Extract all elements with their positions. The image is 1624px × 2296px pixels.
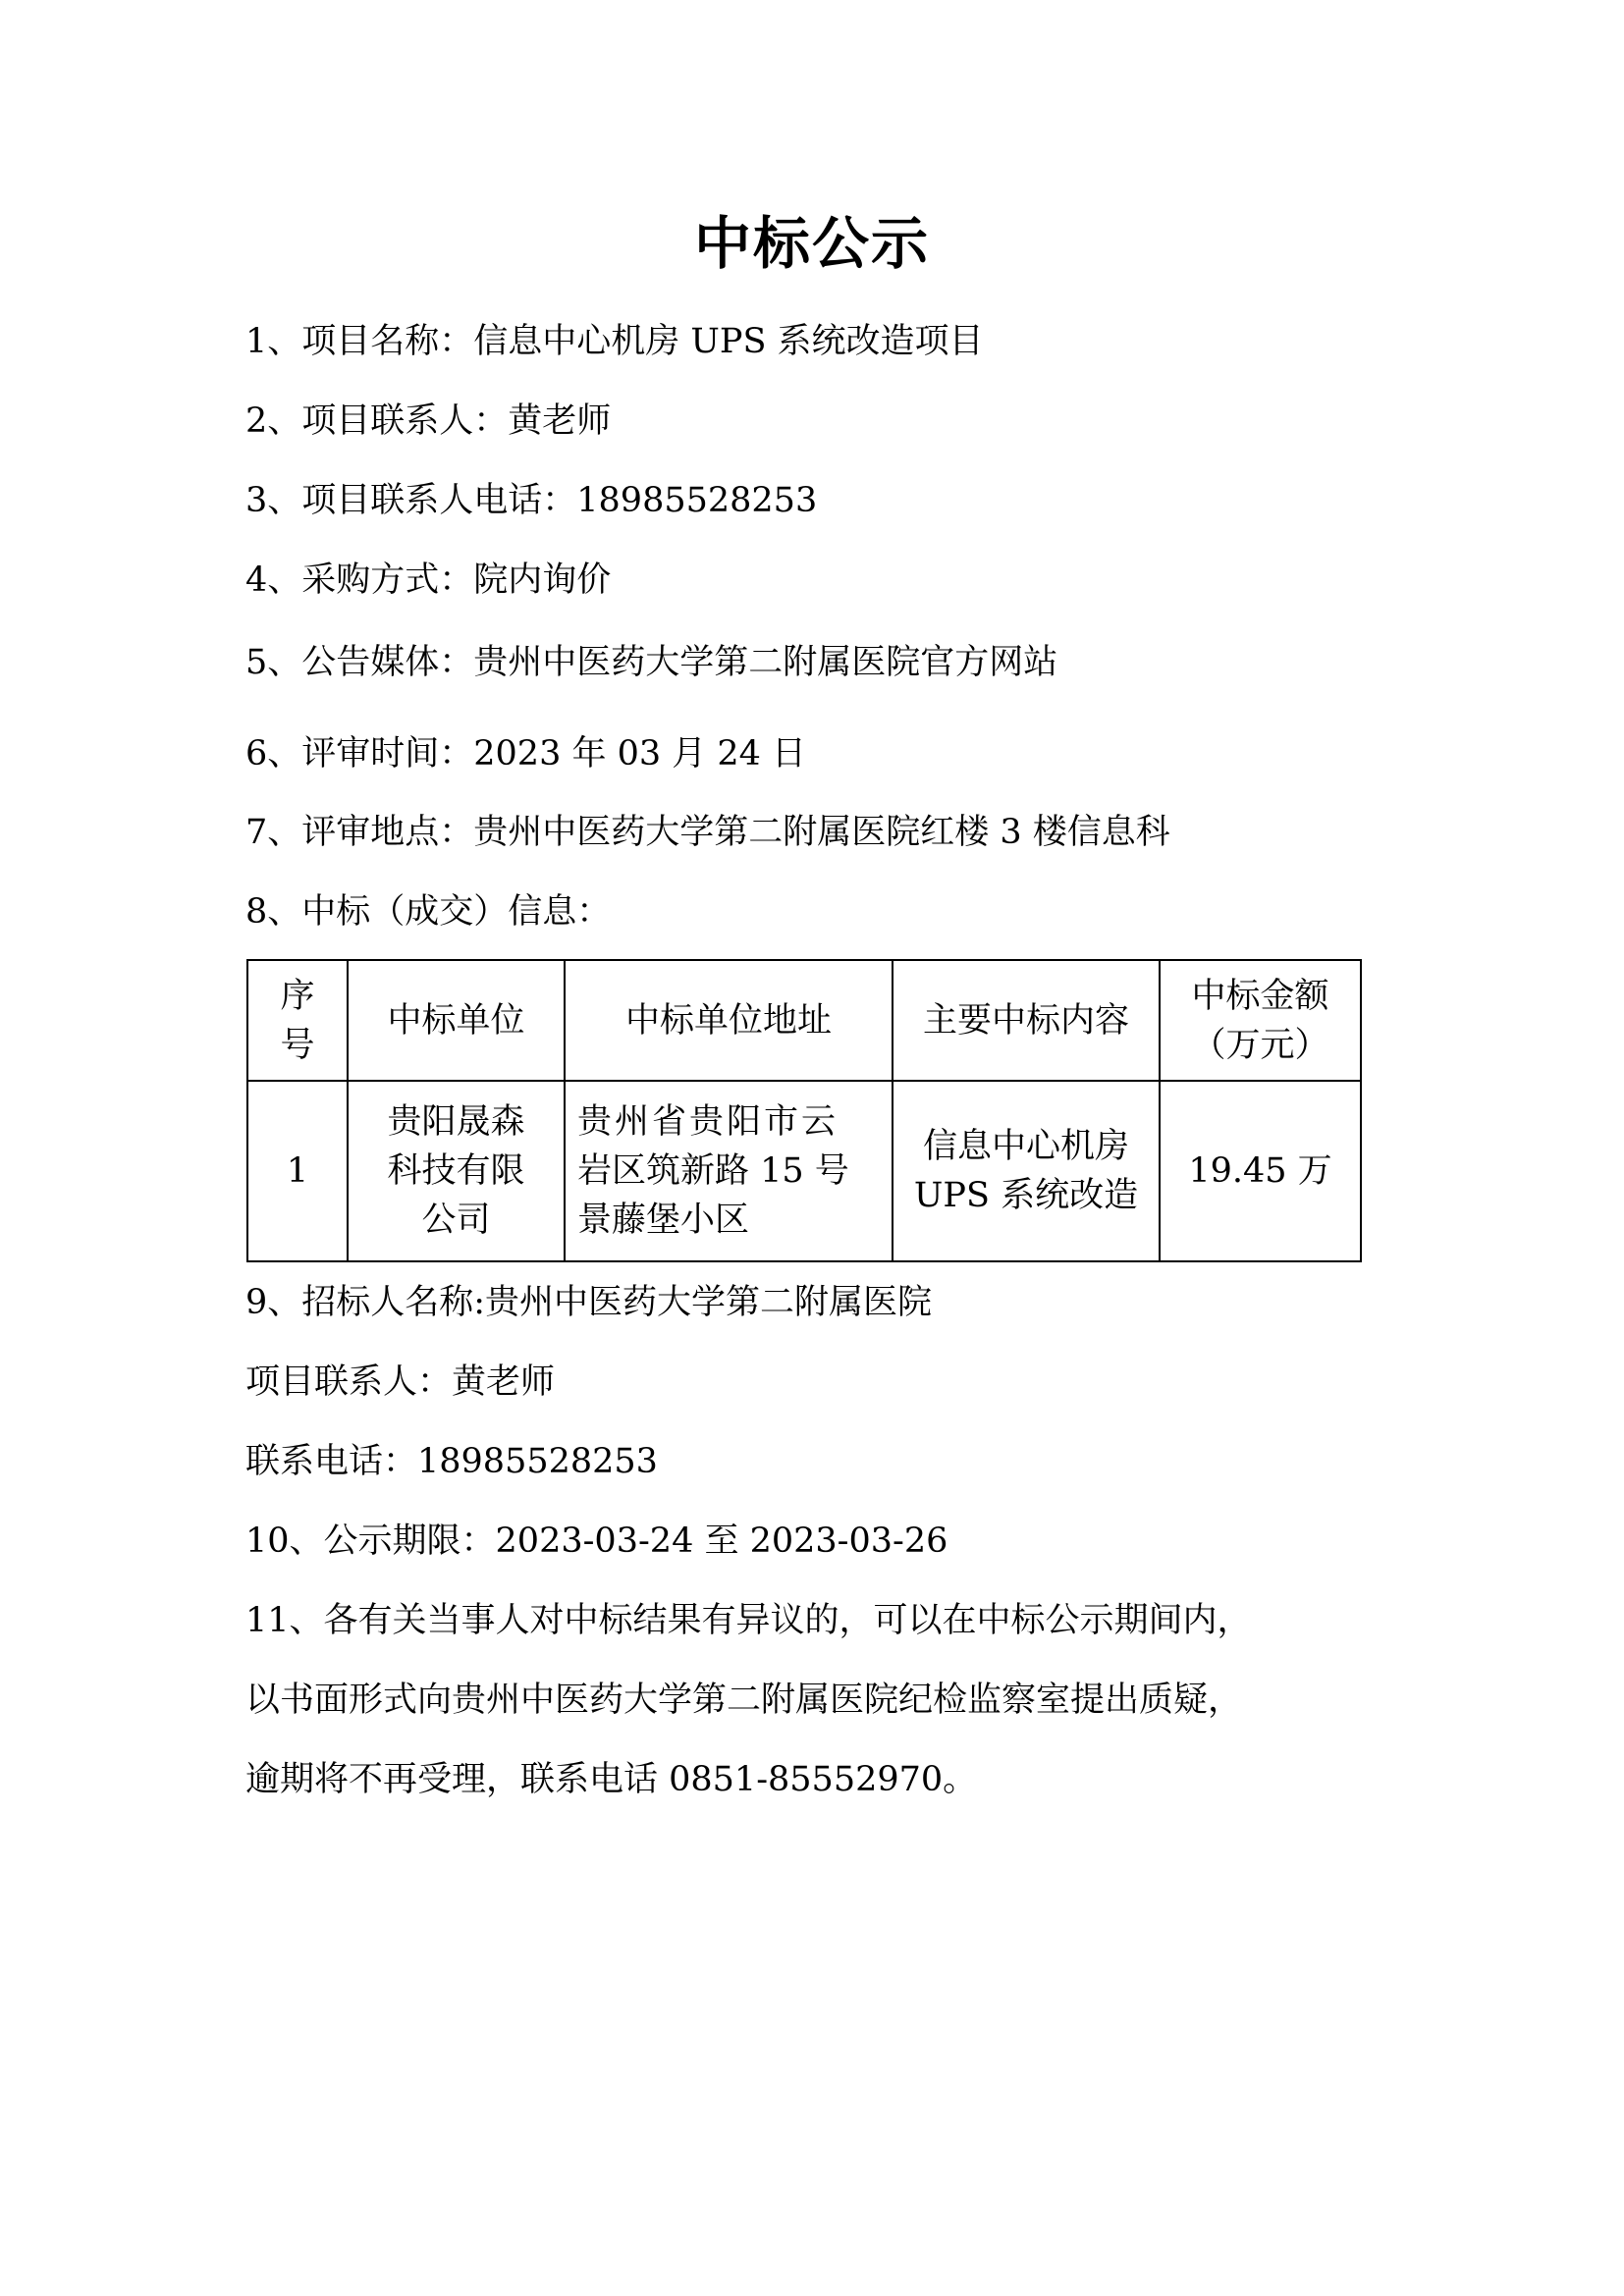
cell-content: 信息中心机房 UPS 系统改造: [893, 1081, 1160, 1261]
item-procurement-method: 4、采购方式：院内询价: [245, 561, 612, 600]
item-review-time: 6、评审时间：2023 年 03 月 24 日: [245, 734, 807, 774]
tenderer-contact-phone: 联系电话：18985528253: [245, 1442, 658, 1481]
header-content: 主要中标内容: [893, 960, 1160, 1081]
item-contact-phone: 3、项目联系人电话：18985528253: [245, 481, 818, 520]
item-review-location: 7、评审地点：贵州中医药大学第二附属医院红楼 3 楼信息科: [245, 813, 1170, 852]
objection-line: 11、各有关当事人对中标结果有异议的，可以在中标公示期间内，: [245, 1601, 1252, 1640]
item-tenderer-name: 9、招标人名称:贵州中医药大学第二附属医院: [245, 1283, 933, 1322]
header-amount: 中标金额 （万元）: [1160, 960, 1361, 1081]
item-announcement-period: 10、公示期限：2023-03-24 至 2023-03-26: [245, 1522, 948, 1561]
tenderer-contact-person: 项目联系人：黄老师: [245, 1362, 556, 1402]
item-award-info-heading: 8、中标（成交）信息：: [245, 892, 612, 932]
header-seq: 序 号: [247, 960, 348, 1081]
page-title: 中标公示: [693, 210, 930, 277]
item-project-contact: 2、项目联系人：黄老师: [245, 401, 612, 441]
cell-seq: 1: [247, 1081, 348, 1261]
award-table-header-row: [247, 960, 1361, 1081]
cell-unit: 贵阳晟森 科技有限 公司: [348, 1081, 565, 1261]
header-unit: 中标单位: [348, 960, 565, 1081]
cell-address: 贵州省贵阳市云 岩区筑新路 15 号 景藤堡小区: [565, 1081, 893, 1261]
header-address: 中标单位地址: [565, 960, 893, 1081]
item-announcement-media: 5、公告媒体：贵州中医药大学第二附属医院官方网站: [245, 643, 1058, 682]
cell-amount: 19.45 万: [1160, 1081, 1361, 1261]
objection-line: 逾期将不再受理，联系电话 0851-85552970。: [245, 1760, 978, 1799]
award-table: [246, 959, 1362, 1262]
table-row: [247, 1081, 1361, 1261]
item-objection-notice: [245, 1581, 1367, 1820]
item-project-name: 1、项目名称：信息中心机房 UPS 系统改造项目: [245, 322, 984, 361]
objection-line: 以书面形式向贵州中医药大学第二附属医院纪检监察室提出质疑，: [245, 1681, 1243, 1720]
